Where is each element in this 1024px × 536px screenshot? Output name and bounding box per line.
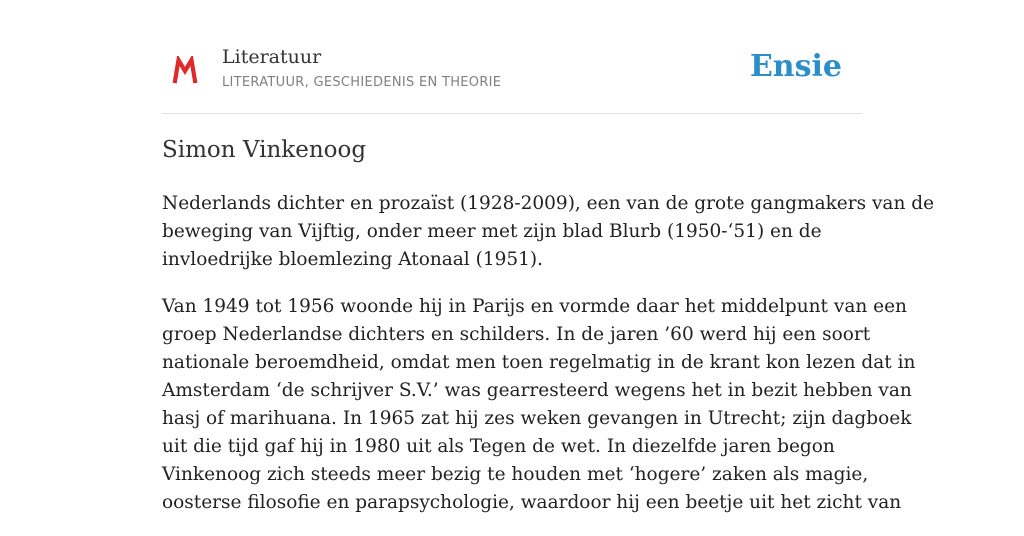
paragraph-line: Vinkenoog zich steeds meer bezig te houden met ‘hogere’ zaken als magie, xyxy=(162,464,869,485)
paragraph-line: hasj of marihuana. In 1965 zat hij zes weken gevangen in Utrecht; zijn dagboek xyxy=(162,408,912,429)
paragraph-line: invloedrijke bloemlezing Atonaal (1951). xyxy=(162,249,543,270)
paragraph-line: Nederlands dichter en prozaïst (1928-2009), een van de grote gangmakers van de xyxy=(162,193,935,214)
paragraph-line: uit die tijd gaf hij in 1980 uit als Tegen de wet. In diezelfde jaren begon xyxy=(162,436,835,457)
paragraph-line: groep Nederlandse dichters en schilders. In de jaren ’60 werd hij een soort xyxy=(162,324,871,345)
article-paragraph xyxy=(162,293,916,517)
site-header xyxy=(162,38,862,114)
ensie-brand-link[interactable]: Ensie xyxy=(749,49,842,84)
paragraph-line: Van 1949 tot 1956 woonde hij in Parijs en vormde daar het middelpunt van een xyxy=(162,296,907,317)
paragraph-line: nationale beroemdheid, omdat men toen regelmatig in de krant kon lezen dat in xyxy=(162,352,916,373)
category-subtitle: LITERATUUR, GESCHIEDENIS EN THEORIE xyxy=(222,75,502,90)
article-title: Simon Vinkenoog xyxy=(162,137,367,163)
paragraph-line: oosterse filosofie en parapsychologie, waardoor hij een beetje uit het zicht van xyxy=(162,492,902,513)
paragraph-line: beweging van Vijftig, onder meer met zijn blad Blurb (1950-‘51) en de xyxy=(162,221,822,242)
article-paragraph xyxy=(162,190,935,274)
category-title[interactable]: Literatuur xyxy=(222,46,322,68)
article-body xyxy=(162,190,935,536)
paragraph-line: Amsterdam ‘de schrijver S.V.’ was gearresteerd wegens het in bezit hebben van xyxy=(162,380,912,401)
m-logo-icon[interactable] xyxy=(172,56,198,84)
